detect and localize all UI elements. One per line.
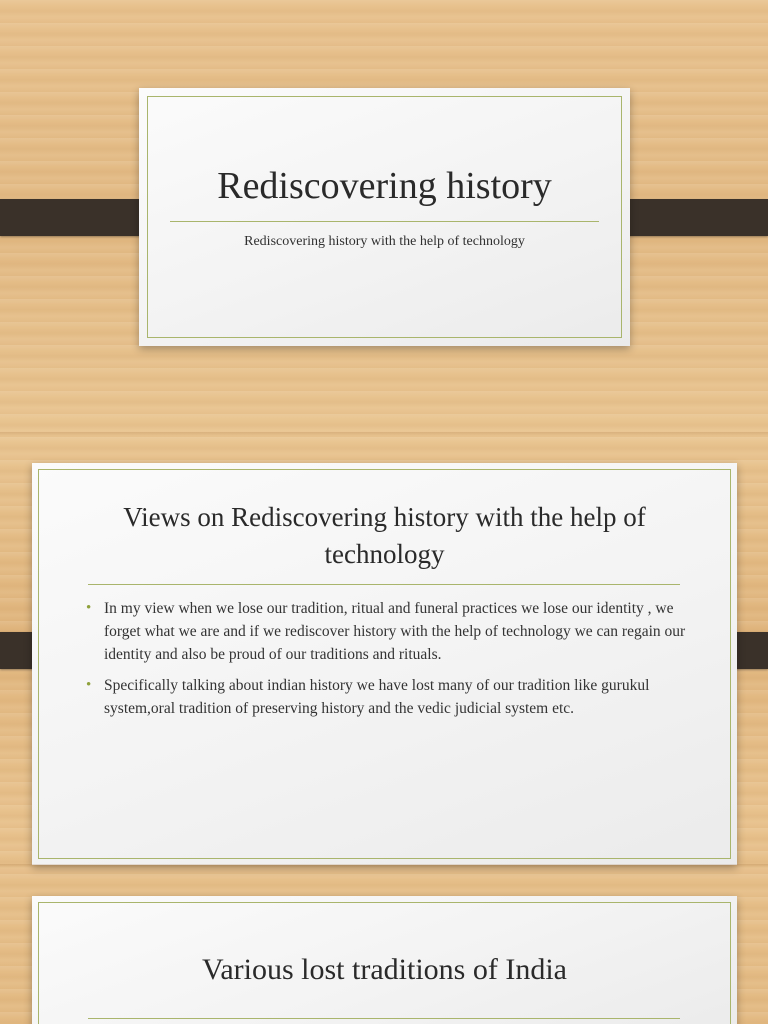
title-rule (88, 584, 680, 585)
decorative-bar-left (0, 199, 156, 236)
bullet-list (86, 597, 686, 728)
slide-1 (0, 0, 768, 432)
bullet-item (86, 597, 686, 666)
slide-title: Views on Rediscovering history with the help of technology (123, 502, 646, 569)
content-card (32, 463, 737, 865)
bullet-icon: • (86, 600, 92, 616)
title-card (139, 88, 630, 346)
bullet-text: Specifically talking about indian history we have lost many of our tradition like gurukul system,oral tradition of preserving history and the vedic judicial system etc. (104, 677, 650, 717)
bullet-item (86, 674, 686, 720)
slide-subtitle: Rediscovering history with the help of technology (244, 234, 525, 249)
slide-title: Rediscovering history (217, 165, 552, 207)
bullet-text: In my view when we lose our tradition, ritual and funeral practices we lose our identity , we forget what we are and if we rediscover history with the help of technology we can regain our identity and also be proud of our traditions and rituals. (104, 600, 686, 663)
bullet-icon: • (86, 677, 92, 693)
title-rule (88, 1018, 680, 1019)
slide-title: Various lost traditions of India (202, 953, 567, 986)
card-frame (147, 96, 622, 338)
decorative-bar-right (613, 199, 768, 236)
slide-3 (0, 864, 768, 1024)
slide-2 (0, 432, 768, 864)
title-rule (170, 221, 599, 222)
content-card (32, 896, 737, 1024)
